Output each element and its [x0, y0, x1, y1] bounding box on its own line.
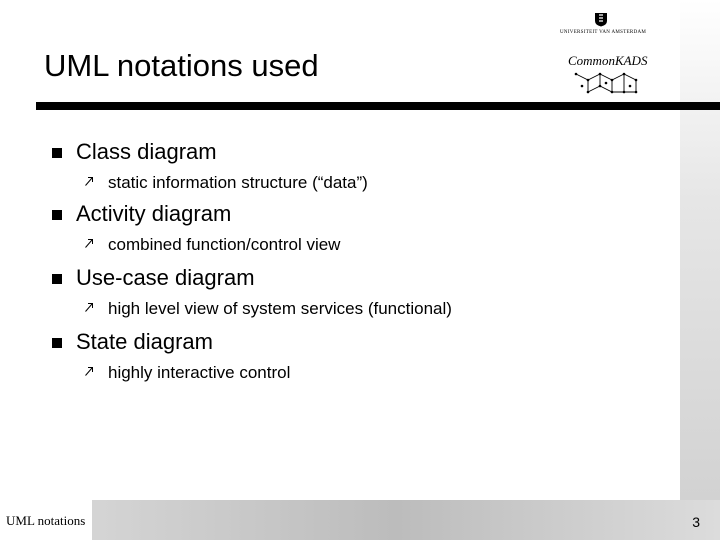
- bullet-label: Class diagram: [76, 139, 217, 164]
- university-name: UNIVERSITEIT VAN AMSTERDAM: [560, 30, 647, 35]
- arrow-bullet-icon: [84, 301, 94, 313]
- slide-title: UML notations used: [44, 48, 319, 83]
- title-underline-rule: [36, 102, 720, 110]
- arrow-bullet-icon: [84, 365, 94, 377]
- square-bullet-icon: [52, 274, 62, 284]
- sub-bullet-label: high level view of system services (functional): [108, 299, 452, 318]
- footer-label: UML notations: [0, 500, 92, 540]
- sub-bullet-label: highly interactive control: [108, 363, 291, 382]
- square-bullet-icon: [52, 338, 62, 348]
- arrow-bullet-icon: [84, 175, 94, 187]
- sub-bullet-label: combined function/control view: [108, 235, 341, 254]
- arrow-bullet-icon: [84, 237, 94, 249]
- square-bullet-icon: [52, 148, 62, 158]
- bullet-label: Activity diagram: [76, 201, 232, 226]
- bullet-label: Use-case diagram: [76, 265, 255, 290]
- sub-bullet-label: static information structure (“data”): [108, 173, 368, 192]
- footer-band: [0, 500, 720, 540]
- bullet-label: State diagram: [76, 329, 213, 354]
- commonkads-logo: [566, 52, 650, 98]
- page-number: 3: [692, 514, 700, 530]
- square-bullet-icon: [52, 210, 62, 220]
- commonkads-wordmark: CommonKADS: [568, 53, 648, 68]
- right-gradient-band: [680, 0, 720, 500]
- university-seal-icon: [594, 12, 608, 27]
